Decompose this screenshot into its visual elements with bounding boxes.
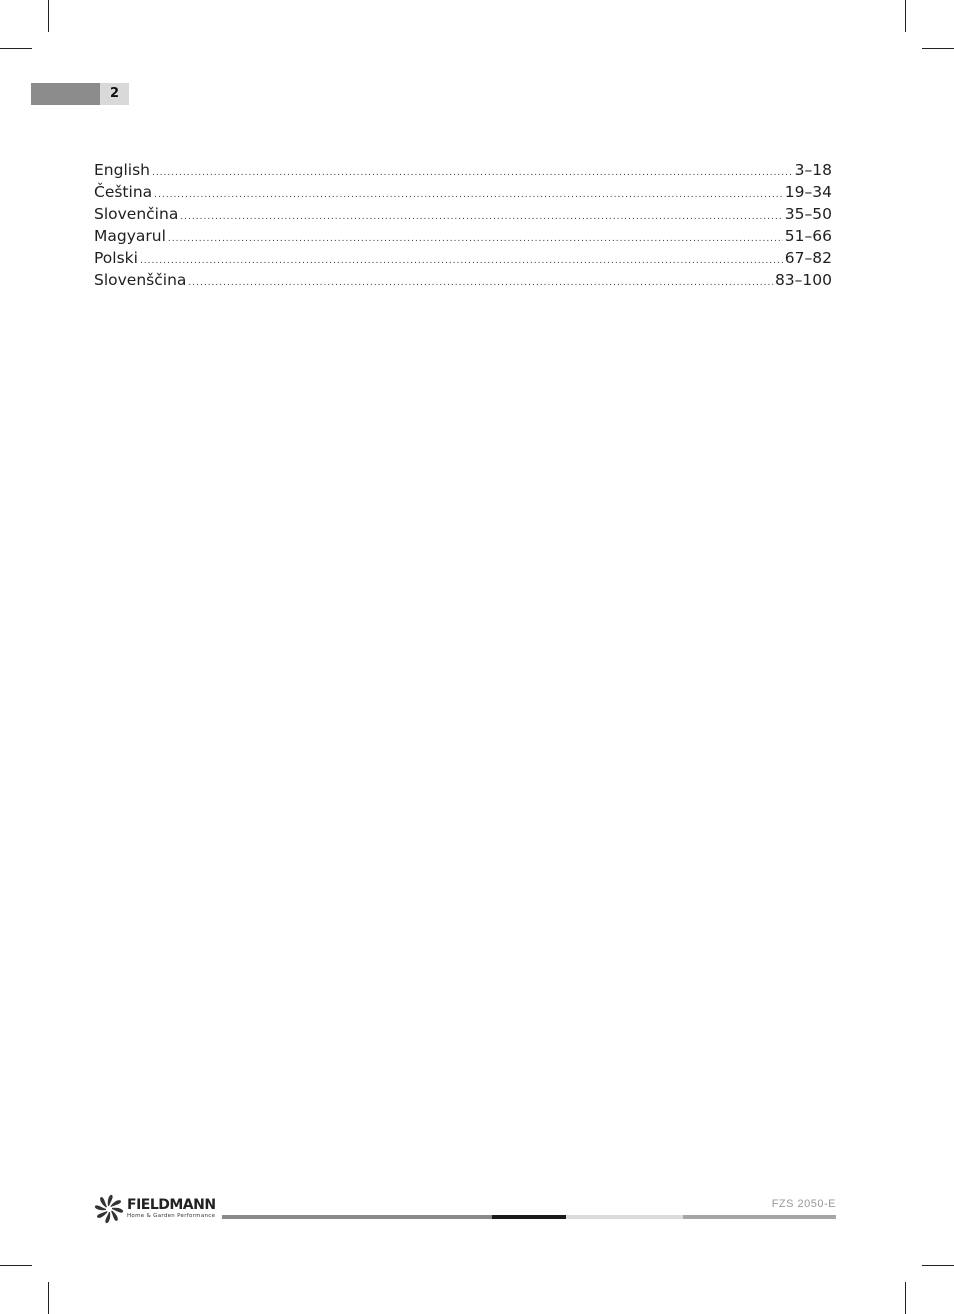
- toc-row-magyarul[interactable]: [94, 225, 832, 247]
- toc-leader-dots: [168, 228, 783, 250]
- brand-logo: [94, 1193, 216, 1225]
- footer-bar-grey: [222, 1215, 492, 1219]
- crop-mark-top-left-horizontal: [0, 48, 32, 49]
- toc-row-cestina[interactable]: [94, 181, 832, 203]
- toc-label: Čeština: [94, 183, 153, 201]
- page-number: 2: [100, 83, 129, 105]
- model-number: FZS 2050-E: [771, 1198, 836, 1210]
- footer-bar-light: [566, 1215, 683, 1219]
- crop-mark-top-left-vertical: [48, 0, 49, 32]
- footer-bar-black: [492, 1215, 566, 1219]
- crop-mark-bottom-right-vertical: [905, 1282, 906, 1314]
- brand-name: FIELDMANN: [127, 1197, 216, 1213]
- toc-page-range: 67–82: [784, 249, 832, 267]
- toc-row-slovenscina[interactable]: [94, 269, 832, 291]
- fieldmann-flower-icon: [94, 1194, 124, 1224]
- toc-label: Slovenčina: [94, 205, 179, 223]
- table-of-contents: [94, 159, 832, 291]
- toc-row-english[interactable]: [94, 159, 832, 181]
- toc-page-range: 83–100: [774, 271, 832, 289]
- toc-label: English: [94, 161, 150, 179]
- toc-leader-dots: [180, 206, 782, 228]
- toc-label: Slovenščina: [94, 271, 187, 289]
- page-tab-bar: [31, 83, 100, 105]
- toc-label: Magyarul: [94, 227, 166, 245]
- toc-page-range: 19–34: [784, 183, 832, 201]
- toc-leader-dots: [152, 162, 793, 184]
- crop-mark-top-right-vertical: [905, 0, 906, 32]
- footer-bar-mid: [683, 1215, 836, 1219]
- toc-page-range: 3–18: [794, 161, 832, 179]
- brand-tagline: Home & Garden Performance: [127, 1213, 216, 1219]
- toc-page-range: 51–66: [784, 227, 832, 245]
- toc-leader-dots: [154, 184, 783, 206]
- toc-leader-dots: [188, 272, 773, 294]
- crop-mark-bottom-right-horizontal: [922, 1265, 954, 1266]
- crop-mark-bottom-left-horizontal: [0, 1265, 32, 1266]
- toc-leader-dots: [140, 250, 783, 272]
- crop-mark-bottom-left-vertical: [48, 1282, 49, 1314]
- toc-page-range: 35–50: [784, 205, 832, 223]
- toc-label: Polski: [94, 249, 138, 267]
- toc-row-polski[interactable]: [94, 247, 832, 269]
- toc-row-slovencina[interactable]: [94, 203, 832, 225]
- crop-mark-top-right-horizontal: [922, 48, 954, 49]
